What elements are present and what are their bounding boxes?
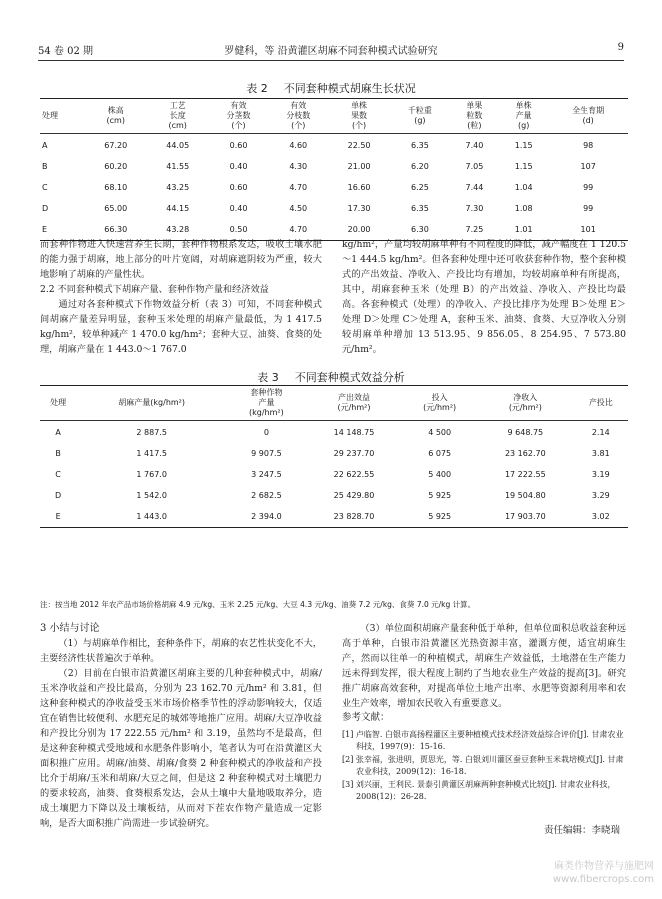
- table2-cell: 0.50: [229, 225, 248, 234]
- table3-row: [40, 506, 628, 528]
- table2-cell: 1.15: [514, 141, 533, 150]
- table3-header-row: [40, 386, 628, 421]
- table2-row: [40, 198, 628, 219]
- table3-cell: 5 925: [428, 491, 452, 500]
- table3-cell: 2 682.5: [251, 491, 282, 500]
- table2-cell: A: [42, 141, 48, 150]
- table3-cell: C: [55, 470, 61, 479]
- table2-cell: 99: [583, 183, 594, 192]
- table3-cell: 1 542.0: [136, 491, 167, 500]
- table3-cell: E: [55, 512, 61, 521]
- table2-column-header: 株高 (cm): [85, 99, 147, 134]
- table2-column-header: 全生育期 (d): [548, 99, 628, 134]
- table3-cell: 23 162.70: [504, 449, 546, 458]
- table3-cell: 3.02: [591, 512, 610, 521]
- table2-header-row: [40, 99, 628, 134]
- table3-cell: 25 429.80: [333, 491, 375, 500]
- table2-cell: 1.01: [514, 225, 533, 234]
- table3-cell: 6 075: [428, 449, 452, 458]
- table2-cell: 60.20: [104, 162, 128, 171]
- table2-cell: 1.04: [514, 183, 533, 192]
- table2-cell: 7.05: [465, 162, 484, 171]
- running-title: 罗健科，等 沿黄灌区胡麻不同套种模式试验研究: [224, 46, 438, 57]
- table2-cell: 7.40: [465, 141, 484, 150]
- table3-cell: D: [55, 491, 62, 500]
- table3-caption: [0, 369, 662, 385]
- table3-body: [40, 421, 628, 528]
- table3-title: 不同套种模式效益分析: [294, 371, 405, 384]
- table3-column-header: 套种作物 产量 (kg/hm²): [227, 386, 306, 421]
- table3-cell: 1 443.0: [136, 512, 167, 521]
- references-title: 参考文献：: [342, 712, 390, 723]
- paragraph: 而套种作物进入快速营养生长期，套种作物根系发达，吸收土壤水肥的能力强于胡麻，地上部分的叶片宽阔，对胡麻遮阴较为严重，较大地影响了胡麻的产量性状。: [40, 239, 322, 280]
- table3-row: [40, 443, 628, 464]
- table2-column-header: 千粒重 (g): [390, 99, 450, 134]
- table2-cell: C: [42, 183, 48, 192]
- table2-cell: 20.00: [347, 225, 371, 234]
- table2-cell: 16.60: [347, 183, 371, 192]
- table2-cell: 4.60: [289, 141, 308, 150]
- responsible-editor: 责任编辑：李晓瑞: [543, 825, 620, 836]
- table2-cell: 7.25: [465, 225, 484, 234]
- table2-column-header: 有效 分枝数 (个): [268, 99, 328, 134]
- table3-row: [40, 464, 628, 485]
- table2-cell: 22.50: [347, 141, 371, 150]
- table3-cell: 3 247.5: [251, 470, 282, 479]
- table2-cell: 1.15: [514, 162, 533, 171]
- table2-cell: D: [42, 204, 49, 213]
- table2-row: [40, 134, 628, 157]
- table2-cell: 1.08: [514, 204, 533, 213]
- table2-row: [40, 177, 628, 198]
- table2-cell: 107: [580, 162, 596, 171]
- table3-column-header: 产出效益 (元/hm²): [306, 386, 403, 421]
- paragraph: 通过对各套种模式下作物效益分析（表 3）可知，不同套种模式间胡麻产量差异明显，套种玉米处理的胡麻产量最低，为 1 417.5 kg/hm²，较单种减产 1 470.0 kg/hm²；套种大豆、油葵、食葵的处理，胡麻产量在 1 443.0～1 767.0: [40, 299, 322, 355]
- paragraph: kg/hm²，产量均较胡麻单种有不同程度的降低，减产幅度在 1 120.5～1 444.5 kg/hm²。但各套种处理中还可收获套种作物，整个套种模式的产出效益、净收入、产投比均有增加，均较胡麻单种有所提高，其中，胡麻套种玉米（处理 B）的产出效益、净收入、产投比均最高。各套种模式（处理）的净收入、产投比排序为处理 B＞处理 E＞处理 D＞处理 C＞处理 A，套种玉米、油葵、食葵、大豆净收入分别较胡麻单种增加 13 513.95、9 856.05、8 254.95、7 573.80 元/hm²。: [342, 239, 626, 355]
- table3-cell: 2.14: [591, 428, 610, 437]
- table3-note: 注：按当地 2012 年农产品市场价格胡麻 4.9 元/kg、玉米 2.25 元/kg、大豆 4.3 元/kg、油葵 7.2 元/kg、食葵 7.0 元/kg 计算。: [40, 600, 476, 609]
- paragraph: （1）与胡麻单作相比，套种条件下，胡麻的农艺性状变化不大，主要经济性状普遍次于单种。: [40, 638, 322, 664]
- table2-column-header: 有效 分茎数 (个): [209, 99, 269, 134]
- table2-body: [40, 134, 628, 241]
- table3-cell: 22 622.55: [333, 470, 375, 479]
- table3-column-header: 净收入 (元/hm²): [477, 386, 574, 421]
- table3-cell: A: [55, 428, 61, 437]
- paragraph: （3）单位面积胡麻产量套种低于单种，但单位面积总收益套种远高于单种，白银市沿黄灌区光热资源丰富，灌溉方便，适宜胡麻生产，然而以往单一的种植模式，胡麻生产效益低，土地潜在生产能力远未得到发挥，很大程度上制约了当地农业生产效益的提高[3]。研究推广胡麻高效套种，对提高单位土地产出率、水肥等资源利用率和农业生产效率，增加农民收入有重要意义。: [342, 623, 626, 709]
- volume-label: 54 卷 02 期: [38, 46, 93, 57]
- table3-cell: 14 148.75: [333, 428, 375, 437]
- table2-cell: 67.20: [104, 141, 128, 150]
- table2-cell: 66.30: [104, 225, 128, 234]
- table3-cell: 17 222.55: [504, 470, 546, 479]
- table3-cell: 4 500: [428, 428, 452, 437]
- table2-cell: 41.55: [166, 162, 190, 171]
- reference-item: [2] 张幸福，张进明，贾思光，等. 白银刘川灌区蚕豆套种玉米栽培模式[J]. 甘肃农业科技，2009(12)：16-18.: [342, 754, 624, 776]
- table2-cell: 99: [583, 204, 594, 213]
- table2-column-header: 单株 产量 (g): [499, 99, 548, 134]
- table2-cell: 6.35: [410, 204, 429, 213]
- watermark-line: www.fibercrops.com: [552, 874, 654, 885]
- table2-cell: 98: [583, 141, 594, 150]
- references: [342, 712, 626, 804]
- table2-cell: 4.50: [289, 204, 308, 213]
- left-column-upper: [40, 237, 322, 357]
- table3-cell: 5 400: [428, 470, 452, 479]
- table2-caption: [0, 80, 662, 96]
- section-heading-2-2: 2.2 不同套种模式下胡麻产量、套种作物产量和经济效益: [40, 284, 269, 295]
- table3-row: [40, 485, 628, 506]
- table2-cell: 44.05: [166, 141, 190, 150]
- table3-number: 表 3: [257, 371, 279, 384]
- paragraph: （2）目前在白银市沿黄灌区胡麻主要的几种套种模式中，胡麻/玉米净收益和产投比最高，分别为 23 162.70 元/hm² 和 3.81，但这种套种模式的净收益受玉米市场价格季节性的浮动影响较大，仅适宜在销售比较便利、水肥充足的城郊等地推广应用。胡麻/大豆净收益和产投比分别为 17 222.55 元/hm² 和 3.19，虽然均不是最高，但是这种套种模式受地域和水肥条件影响小，笔者认为可在沿黄灌区大面积推广应用。胡麻/油葵、胡麻/食葵 2 种套种模式的净收益和产投比介于胡麻/玉米和胡麻/大豆之间，但是这 2 种套种模式对土壤肥力的要求较高，油葵、食葵根系发达，会从土壤中大量地吸取养分，造成土壤肥力下降以及土壤板结，从而对下茬农作物产量造成一定影响，是否大面积推广尚需进一步试验研究。: [40, 668, 322, 829]
- table2-cell: 0.60: [229, 183, 248, 192]
- page-number: 9: [617, 42, 624, 53]
- table2-cell: 6.20: [410, 162, 429, 171]
- table2-cell: B: [42, 162, 48, 171]
- table2-cell: 68.10: [104, 183, 128, 192]
- table3-column-header: 产投比: [574, 386, 628, 421]
- section-heading-3: 3 小结与讨论: [40, 623, 100, 634]
- table2-column-header: 处理: [40, 99, 85, 134]
- table2-cell: 43.25: [166, 183, 190, 192]
- table2-cell: E: [42, 225, 48, 234]
- table3-cell: 5 925: [428, 512, 452, 521]
- table3-cell: B: [55, 449, 61, 458]
- reference-item: [3] 刘兴丽，王利民. 景泰引黄灌区胡麻两种套种模式比较[J]. 甘肃农业科技，2008(12)：26-28.: [342, 779, 616, 801]
- table3-cell: 3.19: [591, 470, 610, 479]
- table2-cell: 65.00: [104, 204, 128, 213]
- running-header: [38, 40, 624, 61]
- table2-cell: 0.60: [229, 141, 248, 150]
- table2-cell: 4.70: [289, 225, 308, 234]
- table3-cell: 23 828.70: [333, 512, 375, 521]
- table2-cell: 0.40: [229, 162, 248, 171]
- watermark-line: 麻类作物营养与施肥网: [554, 861, 654, 872]
- table3-cell: 17 903.70: [504, 512, 546, 521]
- table3-cell: 29 237.70: [333, 449, 375, 458]
- reference-item: [1] 卢临智. 白银市高扬程灌区主要种植模式技术经济效益综合评价[J]. 甘肃农业科技，1997(9)：15-16.: [342, 729, 624, 751]
- left-column-lower: [40, 621, 322, 831]
- table3-cell: 2 394.0: [251, 512, 282, 521]
- table2-cell: 4.30: [289, 162, 308, 171]
- table3-cell: 3.29: [591, 491, 610, 500]
- right-column-upper: [342, 237, 626, 357]
- watermark: [553, 860, 654, 886]
- table3-cell: 2 887.5: [136, 428, 167, 437]
- table2: [40, 98, 628, 241]
- table3-column-header: 投入 (元/hm²): [402, 386, 477, 421]
- table2-cell: 101: [580, 225, 596, 234]
- table3-cell: 1 417.5: [136, 449, 167, 458]
- table3-cell: 3.81: [591, 449, 610, 458]
- table2-cell: 0.40: [229, 204, 248, 213]
- table2-number: 表 2: [246, 82, 268, 95]
- table2-cell: 43.28: [166, 225, 190, 234]
- table2-cell: 7.30: [465, 204, 484, 213]
- table2-column-header: 单株 果数 (个): [328, 99, 390, 134]
- table3-column-header: 处理: [40, 386, 76, 421]
- table2-row: [40, 156, 628, 177]
- table2-cell: 7.44: [465, 183, 484, 192]
- table3-cell: 1 767.0: [136, 470, 167, 479]
- table3: [40, 385, 628, 528]
- table2-cell: 6.25: [410, 183, 429, 192]
- table3-cell: 9 907.5: [251, 449, 282, 458]
- table3-cell: 19 504.80: [504, 491, 546, 500]
- table2-cell: 4.70: [289, 183, 308, 192]
- table2-column-header: 单果 粒数 (粒): [450, 99, 499, 134]
- table3-row: [40, 421, 628, 444]
- right-column-lower: [342, 621, 626, 711]
- table2-cell: 44.15: [166, 204, 190, 213]
- table3-column-header: 胡麻产量(kg/hm²): [76, 386, 227, 421]
- table3-cell: 0: [263, 428, 269, 437]
- table2-cell: 6.35: [410, 141, 429, 150]
- table2-cell: 6.30: [410, 225, 429, 234]
- table2-cell: 17.30: [347, 204, 371, 213]
- table2-title: 不同套种模式胡麻生长状况: [283, 82, 416, 95]
- table2-cell: 21.00: [347, 162, 371, 171]
- table3-cell: 9 648.75: [507, 428, 544, 437]
- table2-column-header: 工艺 长度 (cm): [147, 99, 209, 134]
